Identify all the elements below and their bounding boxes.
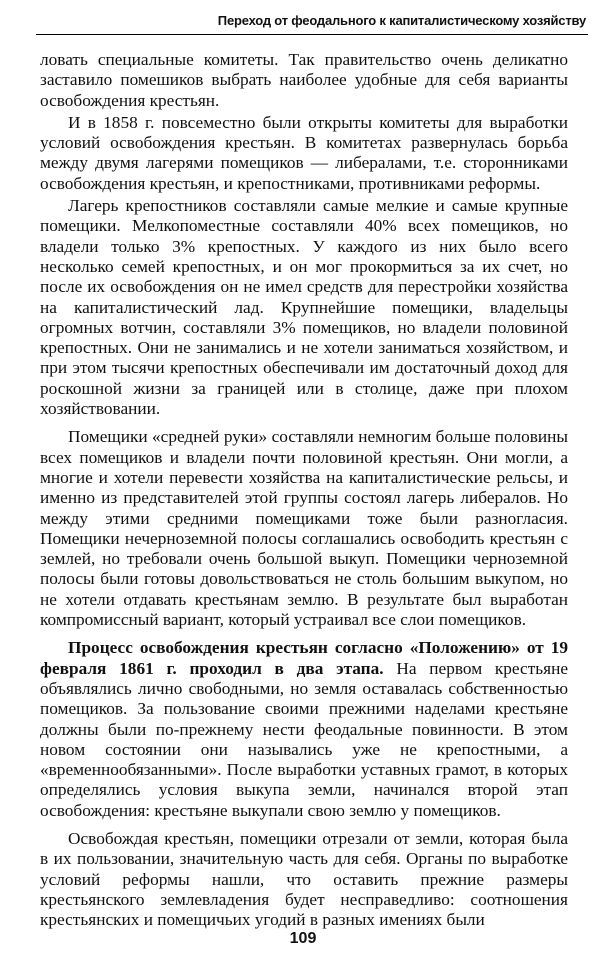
body-text xyxy=(40,50,568,930)
paragraph-5-rest: На первом крестьяне объявлялись лично свободными, но земля оставалась собственностью помещиков. За пользование своими прежними наделами крестьяне должны были по-прежнему нести феодальные повинности. В этом новом состоянии они назывались уже не крепостными, а «временнообязанными». После выработки уставных грамот, в которых определялись условия выкупа земли, начинался второй этап освобождения: крестьяне выкупали свою землю у помещиков. xyxy=(40,658,568,820)
paragraph-3: Лагерь крепостников составляли самые мелкие и самые крупные помещики. Мелкопоместные составляли 40% всех помещиков, но владели только 3% крепостных. У каждого из них было всего несколько семей крепостных, и он мог прокормиться за их счет, но после их освобождения он не имел средств для перестройки хозяйства на капиталистический лад. Крупнейшие помещики, владельцы огромных вотчин, составляли 3% помещиков, но владели половиной крепостных. Они не занимались и не хотели заниматься хозяйством, и при этом тысячи крепостных обеспечивали им достаточный доход для роскошной жизни за границей или в столице, даже при плохом хозяйствовании. xyxy=(40,196,568,419)
paragraph-1: ловать специальные комитеты. Так правительство очень деликатно заставило помешиков выбрать наиболее удобные для себя варианты освобождения крестьян. xyxy=(40,50,568,110)
header-rule xyxy=(36,34,588,35)
paragraph-5-bold-lead: Процесс освобождения крестьян согласно «Положению» от 19 февраля 1861 г. проходил в два этапа. xyxy=(40,638,568,678)
running-head: Переход от феодального к капиталистическому хозяйству xyxy=(217,13,586,28)
paragraph-2: И в 1858 г. повсеместно были открыты комитеты для выработки условий освобождения крестьян. В комитетах развернулась борьба между двумя лагерями помещиков — либералами, т.е. сторонниками освобождения крестьян, и крепостниками, противниками реформы. xyxy=(40,112,568,193)
paragraph-5 xyxy=(40,638,568,821)
page-number: 109 xyxy=(289,930,317,947)
paragraph-6: Освобождая крестьян, помещики отрезали от земли, которая была в их пользовании, значительную часть для себя. Органы по выработке условий реформы нашли, что оставить прежние размеры крестьянского землевладения будет несправедливо: соотношения крестьянских и помещичьих угодий в разных имениях были xyxy=(40,828,568,930)
paragraph-4: Помещики «средней руки» составляли немногим больше половины всех помещиков и владели почти половиной крестьян. Они могли, а многие и хотели перевести хозяйства на капиталистические рельсы, и именно из представителей этой группы состоял лагерь либералов. Но между этими средними помещиками тоже были разногласия. Помещики нечерноземной полосы соглашались освободить крестьян с землей, но требовали очень большой выкуп. Помещики черноземной полосы были готовы довольствоваться не столь большим выкупом, но не хотели отдавать крестьянам землю. В результате был выработан компромиссный вариант, который устраивал все слои помещиков. xyxy=(40,427,568,630)
